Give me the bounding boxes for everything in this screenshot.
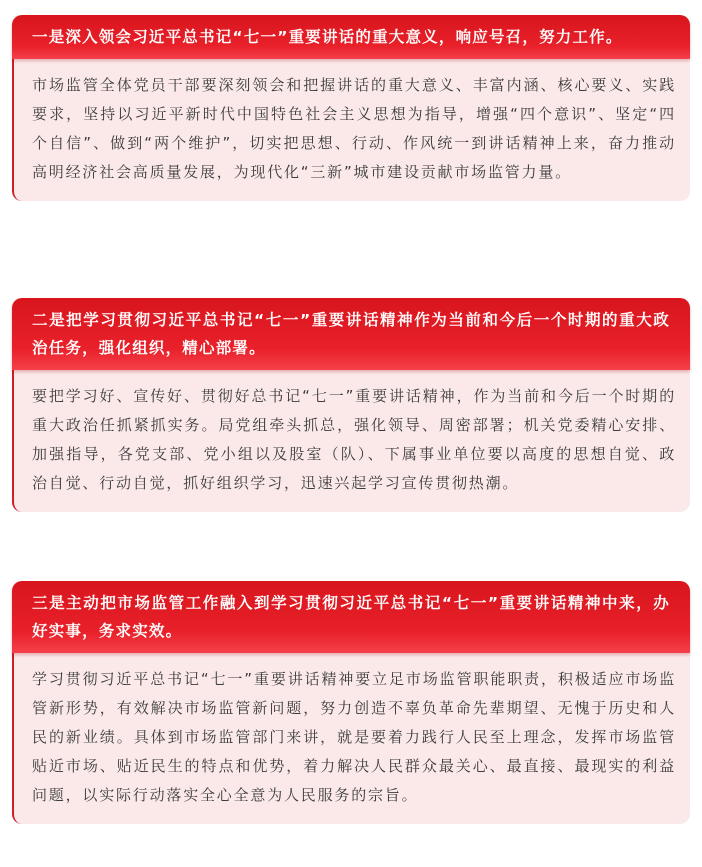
section-3 — [12, 581, 690, 824]
section-3-body — [12, 653, 690, 824]
section-2-text: 要把学习好、宣传好、贯彻好总书记“七一”重要讲话精神，作为当前和今后一个时期的重大政治任抓紧抓实务。局党组牵头抓总，强化领导、周密部署；机关党委精心安排、加强指导，各党支部、党小组以及股室（队）、下属事业单位要以高度的思想自觉、政治自觉、行动自觉，抓好组织学习，迅速兴起学习宣传贯彻热潮。 — [32, 387, 676, 492]
section-2-title: 二是把学习贯彻习近平总书记“七一”重要讲话精神作为当前和今后一个时期的重大政治任务，强化组织，精心部署。 — [32, 311, 670, 357]
section-1-title: 一是深入领会习近平总书记“七一”重要讲话的重大意义，响应号召，努力工作。 — [32, 28, 623, 46]
section-2-body — [12, 370, 690, 512]
section-2 — [12, 298, 690, 512]
section-1-body — [12, 59, 690, 201]
section-2-header — [12, 298, 690, 370]
section-3-title: 三是主动把市场监管工作融入到学习贯彻习近平总书记“七一”重要讲话精神中来，办好实事，务求实效。 — [32, 594, 670, 640]
section-3-header — [12, 581, 690, 653]
section-1 — [12, 15, 690, 201]
section-3-text: 学习贯彻习近平总书记“七一”重要讲话精神要立足市场监管职能职责，积极适应市场监管新形势，有效解决市场监管新问题，努力创造不辜负革命先辈期望、无愧于历史和人民的新业绩。具体到市场监管部门来讲，就是要着力践行人民至上理念，发挥市场监管贴近市场、贴近民生的特点和优势，着力解决人民群众最关心、最直接、最现实的利益问题，以实际行动落实全心全意为人民服务的宗旨。 — [32, 670, 676, 804]
section-1-header — [12, 15, 690, 59]
section-1-text: 市场监管全体党员干部要深刻领会和把握讲话的重大意义、丰富内涵、核心要义、实践要求，坚持以习近平新时代中国特色社会主义思想为指导，增强“四个意识”、坚定“四个自信”、做到“两个维护”，切实把思想、行动、作风统一到讲话精神上来，奋力推动高明经济社会高质量发展，为现代化“三新”城市建设贡献市场监管力量。 — [32, 76, 676, 181]
